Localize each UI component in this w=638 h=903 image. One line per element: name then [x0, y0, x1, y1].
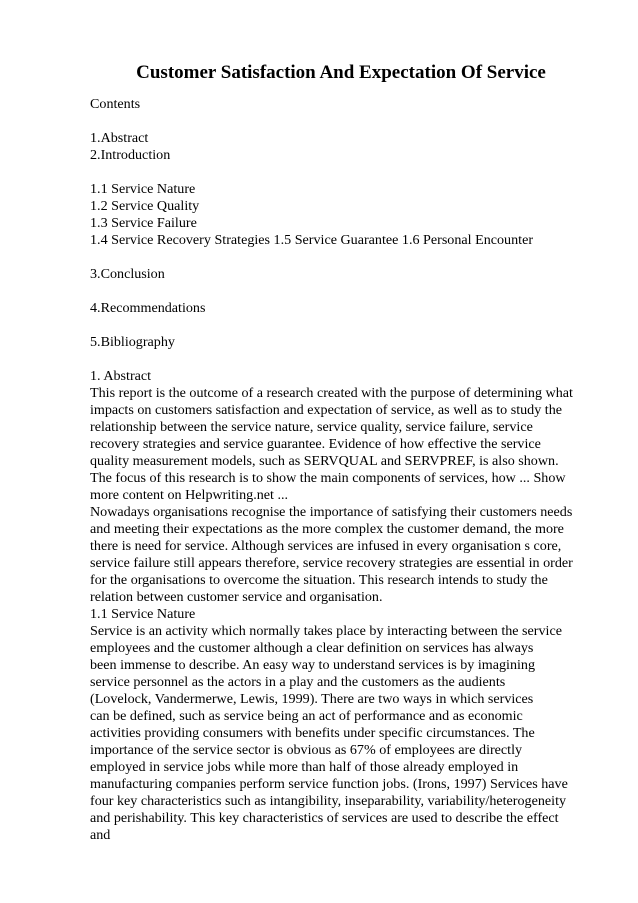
- body-line: impacts on customers satisfaction and expectation of service, as well as to study the: [90, 402, 563, 418]
- body-line: and perishability. This key characteristics of services are used to describe the effect: [90, 810, 559, 826]
- body-line: service personnel as the actors in a play and the customers as the audients: [90, 674, 506, 690]
- body-line: The focus of this research is to show the main components of services, how ... Show: [90, 470, 566, 486]
- toc-item: 3.Conclusion: [90, 266, 165, 282]
- contents-heading: Contents: [90, 96, 141, 112]
- body-line: and: [90, 827, 111, 843]
- body-line: manufacturing companies perform service function jobs. (Irons, 1997) Services have: [90, 776, 568, 792]
- body-line: relation between customer service and organisation.: [90, 589, 383, 605]
- spacer: [90, 317, 598, 334]
- toc-subitem: 1.4 Service Recovery Strategies 1.5 Service Guarantee 1.6 Personal Encounter: [90, 232, 534, 248]
- body-line: importance of the service sector is obvious as 67% of employees are directly: [90, 742, 523, 758]
- toc-item: 4.Recommendations: [90, 300, 206, 316]
- toc-item: 2.Introduction: [90, 147, 171, 163]
- body-line: (Lovelock, Vandermerwe, Lewis, 1999). There are two ways in which services: [90, 691, 534, 707]
- body-line: employed in service jobs while more than half of those already employed in: [90, 759, 519, 775]
- body-line: more content on Helpwriting.net ...: [90, 487, 289, 503]
- toc-subitem: 1.1 Service Nature: [90, 181, 196, 197]
- toc-subitem: 1.2 Service Quality: [90, 198, 200, 214]
- spacer: [90, 249, 598, 266]
- body-line: Nowadays organisations recognise the importance of satisfying their customers needs: [90, 504, 573, 520]
- body-line: four key characteristics such as intangibility, inseparability, variability/heterogeneity: [90, 793, 567, 809]
- spacer: [90, 113, 598, 130]
- body-line: and meeting their expectations as the more complex the customer demand, the more: [90, 521, 564, 537]
- body-line: service failure still appears therefore, service recovery strategies are essential in order: [90, 555, 573, 571]
- body-line: 1.1 Service Nature: [90, 606, 196, 622]
- toc-item: 5.Bibliography: [90, 334, 175, 350]
- spacer: [90, 164, 598, 181]
- spacer: [90, 283, 598, 300]
- body-line: Service is an activity which normally takes place by interacting between the service: [90, 623, 562, 639]
- body-line: employees and the customer although a clear definition on services has always: [90, 640, 534, 656]
- document-title: Customer Satisfaction And Expectation Of Service: [136, 62, 546, 83]
- body-line: quality measurement models, such as SERVQUAL and SERVPREF, is also shown.: [90, 453, 559, 469]
- body-line: for the organisations to overcome the situation. This research intends to study the: [90, 572, 548, 588]
- body-line: activities providing consumers with benefits under specific circumstances. The: [90, 725, 535, 741]
- body-line: This report is the outcome of a research created with the purpose of determining what: [90, 385, 573, 401]
- document-body: [90, 368, 598, 844]
- body-line: 1. Abstract: [90, 368, 152, 384]
- body-line: been immense to describe. An easy way to understand services is by imagining: [90, 657, 536, 673]
- body-line: relationship between the service nature, service quality, service failure, service: [90, 419, 533, 435]
- body-line: can be defined, such as service being an act of performance and as economic: [90, 708, 523, 724]
- body-line: there is need for service. Although services are infused in every organisation s core,: [90, 538, 562, 554]
- toc-subitem: 1.3 Service Failure: [90, 215, 197, 231]
- spacer: [90, 351, 598, 368]
- body-line: recovery strategies and service guarantee. Evidence of how effective the service: [90, 436, 541, 452]
- toc-item: 1.Abstract: [90, 130, 149, 146]
